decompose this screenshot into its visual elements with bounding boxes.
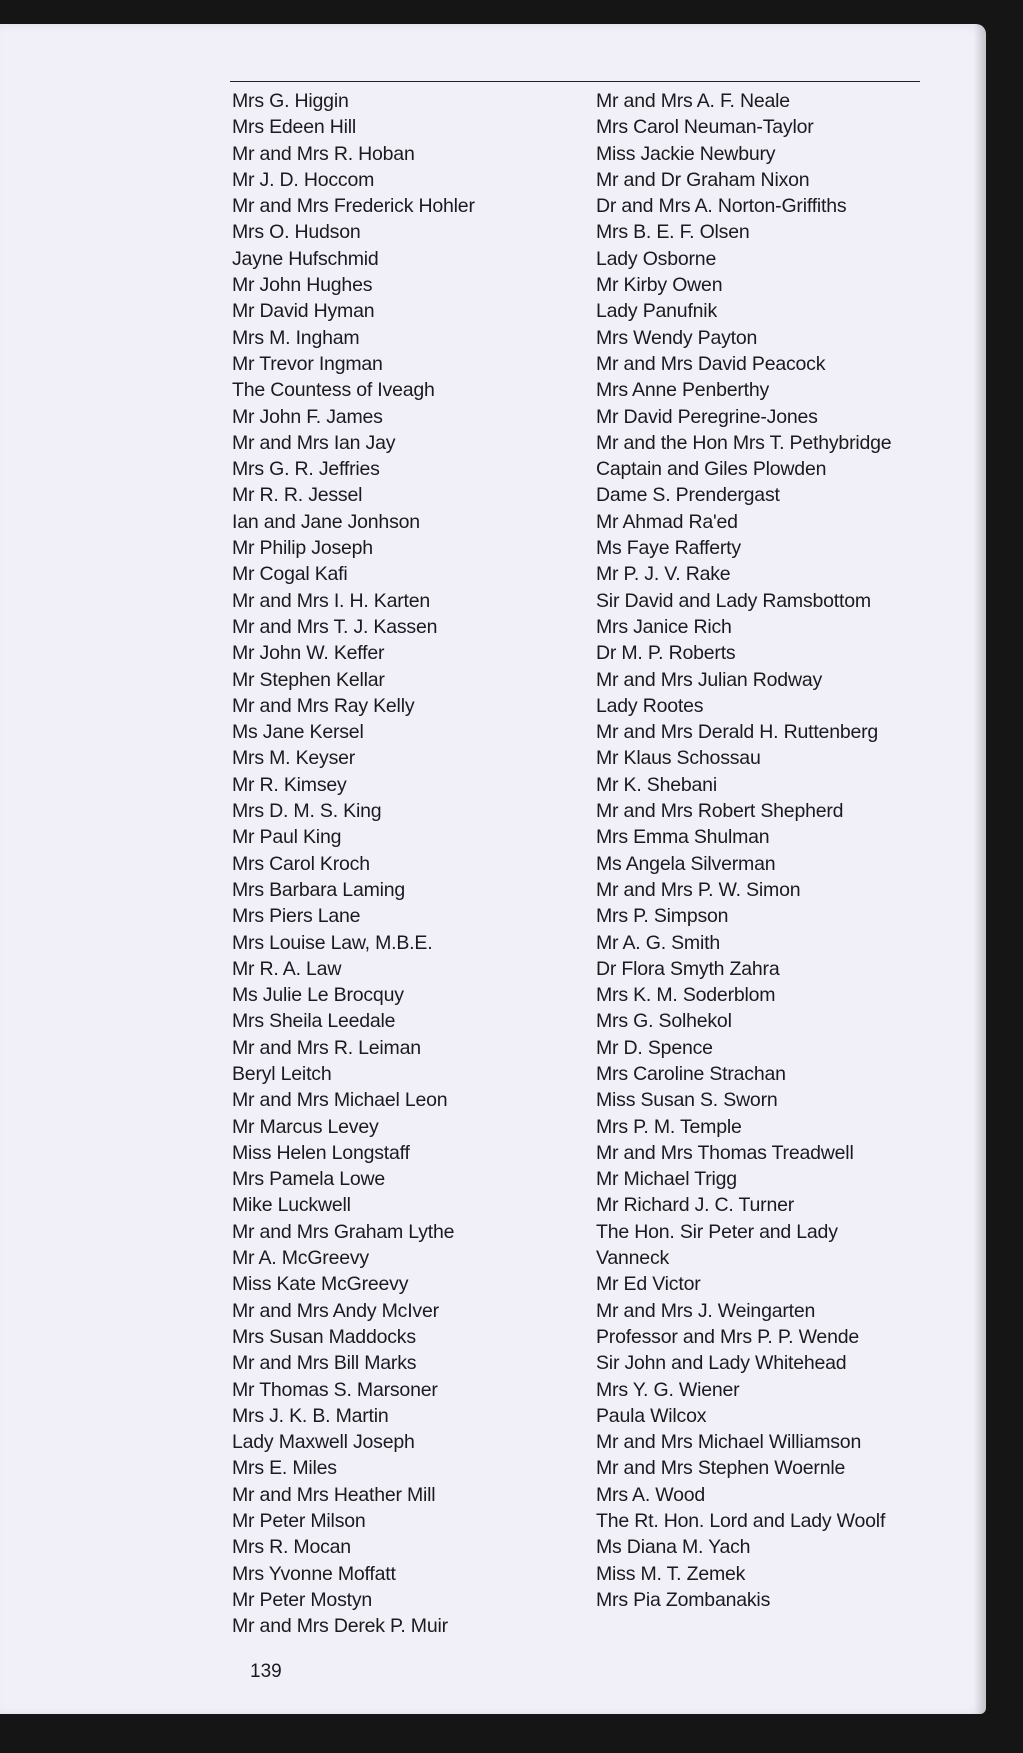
name-entry: Mr Cogal Kafi xyxy=(232,563,348,586)
name-entry: Mr David Peregrine-Jones xyxy=(596,405,818,428)
name-entry: Lady Panufnik xyxy=(596,300,717,323)
name-entry: Mr and Mrs Michael Williamson xyxy=(596,1431,862,1454)
name-entry: Mr Thomas S. Marsoner xyxy=(232,1378,438,1401)
name-entry: Mrs Sheila Leedale xyxy=(232,1010,396,1033)
name-entry: Mrs J. K. B. Martin xyxy=(232,1404,389,1427)
name-entry: Mr David Hyman xyxy=(232,300,375,323)
name-entry: Dame S. Prendergast xyxy=(596,484,780,507)
name-entry: Mrs Pamela Lowe xyxy=(232,1168,386,1191)
name-entry: Dr M. P. Roberts xyxy=(596,642,736,665)
name-entry: Mr John F. James xyxy=(232,405,383,428)
name-entry: Mr and Mrs David Peacock xyxy=(596,352,826,375)
name-entry: Mrs R. Mocan xyxy=(232,1536,351,1559)
name-entry: Mr and Mrs A. F. Neale xyxy=(596,90,790,112)
name-entry: Mr and Mrs Frederick Hohler xyxy=(232,195,475,218)
name-entry: Mr Michael Trigg xyxy=(596,1168,737,1191)
name-entry: Mrs Emma Shulman xyxy=(596,826,770,849)
name-entry: Mr R. R. Jessel xyxy=(232,484,363,507)
name-entry: Mrs Caroline Strachan xyxy=(596,1062,786,1085)
name-entry: Mr Peter Milson xyxy=(232,1510,366,1533)
name-entry: Ms Jane Kersel xyxy=(232,721,364,744)
name-entry: Mr and Mrs P. W. Simon xyxy=(596,878,801,901)
name-entry: Mr John Hughes xyxy=(232,274,373,297)
name-entry: Mrs P. Simpson xyxy=(596,905,729,928)
name-entry: Mr Paul King xyxy=(232,826,342,849)
name-entry: Paula Wilcox xyxy=(596,1404,707,1427)
name-entry: Mr and Mrs Robert Shepherd xyxy=(596,800,844,823)
name-entry: Beryl Leitch xyxy=(232,1062,332,1085)
name-entry: Mr and the Hon Mrs T. Pethybridge xyxy=(596,431,892,454)
name-entry: Mr Philip Joseph xyxy=(232,537,373,560)
name-entry: Mrs Carol Neuman-Taylor xyxy=(596,116,814,139)
name-entry: Mrs G. Solhekol xyxy=(596,1010,732,1033)
name-entry: Mrs K. M. Soderblom xyxy=(596,984,776,1007)
name-entry: Sir John and Lady Whitehead xyxy=(596,1352,847,1375)
book-page xyxy=(0,24,986,1714)
page-spine-shadow xyxy=(974,24,986,1714)
name-entry: Mrs D. M. S. King xyxy=(232,800,382,823)
name-entry: Sir David and Lady Ramsbottom xyxy=(596,589,871,612)
name-entry: Mrs Barbara Laming xyxy=(232,878,406,901)
name-entry: Mr D. Spence xyxy=(596,1036,713,1059)
name-entry: Mrs Susan Maddocks xyxy=(232,1325,416,1348)
name-entry: The Rt. Hon. Lord and Lady Woolf xyxy=(596,1510,886,1533)
name-entry: Mr Kirby Owen xyxy=(596,274,723,297)
name-entry: Mr and Mrs Derald H. Ruttenberg xyxy=(596,721,879,744)
name-entry: Miss Susan S. Sworn xyxy=(596,1089,778,1112)
name-entry: Mr Richard J. C. Turner xyxy=(596,1194,795,1217)
name-entry: Mrs G. R. Jeffries xyxy=(232,458,380,481)
name-entry: Mr and Mrs R. Leiman xyxy=(232,1036,421,1059)
name-entry: Mrs Edeen Hill xyxy=(232,116,356,139)
name-entry: Professor and Mrs P. P. Wende xyxy=(596,1325,860,1348)
name-entry: Mrs B. E. F. Olsen xyxy=(596,221,750,244)
name-entry: Mrs O. Hudson xyxy=(232,221,361,244)
name-entry: Mrs Anne Penberthy xyxy=(596,379,770,402)
name-entry: Mr Peter Mostyn xyxy=(232,1588,373,1611)
name-entry: Ms Faye Rafferty xyxy=(596,537,741,560)
name-entry: The Hon. Sir Peter and Lady xyxy=(596,1220,838,1243)
name-entry: Miss M. T. Zemek xyxy=(596,1562,746,1585)
name-entry: Mr Trevor Ingman xyxy=(232,352,383,375)
name-entry: Miss Jackie Newbury xyxy=(596,142,776,165)
name-entry: Mr and Mrs Ian Jay xyxy=(232,431,396,454)
name-entry: Jayne Hufschmid xyxy=(232,247,379,270)
name-entry: Mr K. Shebani xyxy=(596,773,717,796)
name-entry: Mrs A. Wood xyxy=(596,1483,706,1506)
name-entry: Mr and Mrs Graham Lythe xyxy=(232,1220,455,1243)
name-entry: Mr and Mrs Michael Leon xyxy=(232,1089,448,1112)
name-entry: Mr and Mrs R. Hoban xyxy=(232,142,415,165)
name-entry: Dr and Mrs A. Norton-Griffiths xyxy=(596,195,847,218)
name-entry: Mrs Yvonne Moffatt xyxy=(232,1562,396,1585)
name-entry: Mr and Mrs Heather Mill xyxy=(232,1483,436,1506)
name-entry: Mr and Mrs Ray Kelly xyxy=(232,694,415,717)
name-entry: Ms Julie Le Brocquy xyxy=(232,984,404,1007)
name-entry: Mike Luckwell xyxy=(232,1194,351,1217)
name-entry: Mrs Y. G. Wiener xyxy=(596,1378,740,1401)
name-entry: Lady Maxwell Joseph xyxy=(232,1431,415,1454)
name-entry: Mr and Mrs Thomas Treadwell xyxy=(596,1141,854,1164)
name-entry: Ms Diana M. Yach xyxy=(596,1536,751,1559)
name-entry: Mr Ahmad Ra'ed xyxy=(596,510,738,533)
name-entry: Mr Stephen Kellar xyxy=(232,668,385,691)
name-entry: Mr Klaus Schossau xyxy=(596,747,761,770)
name-entry: Mr and Mrs Derek P. Muir xyxy=(232,1615,448,1638)
name-entry: Vanneck xyxy=(596,1247,670,1270)
name-entry: Mrs Louise Law, M.B.E. xyxy=(232,931,433,954)
name-entry: Lady Osborne xyxy=(596,247,717,270)
name-entry: Mr Marcus Levey xyxy=(232,1115,379,1138)
name-entry: Mrs M. Ingham xyxy=(232,326,360,349)
name-entry: Mr Ed Victor xyxy=(596,1273,701,1296)
name-entry: Mrs M. Keyser xyxy=(232,747,356,770)
name-entry: Lady Rootes xyxy=(596,694,704,717)
names-column-left xyxy=(232,88,572,1640)
name-entry: Miss Kate McGreevy xyxy=(232,1273,409,1296)
name-entry: The Countess of Iveagh xyxy=(232,379,435,402)
name-entry: Mrs Janice Rich xyxy=(596,615,732,638)
name-entry: Miss Helen Longstaff xyxy=(232,1141,410,1164)
name-entry: Captain and Giles Plowden xyxy=(596,458,827,481)
name-entry: Mrs Carol Kroch xyxy=(232,852,370,875)
name-entry: Dr Flora Smyth Zahra xyxy=(596,957,780,980)
name-entry: Mr and Dr Graham Nixon xyxy=(596,168,810,191)
name-entry: Mr and Mrs I. H. Karten xyxy=(232,589,431,612)
name-entry: Mr John W. Keffer xyxy=(232,642,385,665)
name-entry: Mr R. A. Law xyxy=(232,957,342,980)
page-number: 139 xyxy=(250,1661,282,1682)
name-entry: Mr A. McGreevy xyxy=(232,1247,369,1270)
name-entry: Mr and Mrs T. J. Kassen xyxy=(232,615,438,638)
name-entry: Ian and Jane Jonhson xyxy=(232,510,420,533)
name-entry: Mr and Mrs J. Weingarten xyxy=(596,1299,816,1322)
top-rule xyxy=(230,81,920,82)
name-entry: Mrs E. Miles xyxy=(232,1457,337,1480)
name-entry: Mrs P. M. Temple xyxy=(596,1115,742,1138)
name-entry: Mr P. J. V. Rake xyxy=(596,563,731,586)
name-entry: Mr A. G. Smith xyxy=(596,931,720,954)
name-entry: Mrs Pia Zombanakis xyxy=(596,1588,771,1611)
names-column-right xyxy=(596,88,926,1613)
name-entry: Mrs G. Higgin xyxy=(232,90,349,112)
name-entry: Mr and Mrs Julian Rodway xyxy=(596,668,823,691)
name-entry: Mr and Mrs Stephen Woernle xyxy=(596,1457,846,1480)
name-entry: Mr and Mrs Andy McIver xyxy=(232,1299,439,1322)
name-entry: Mr and Mrs Bill Marks xyxy=(232,1352,417,1375)
name-entry: Mr J. D. Hoccom xyxy=(232,168,375,191)
name-entry: Mr R. Kimsey xyxy=(232,773,347,796)
name-entry: Mrs Wendy Payton xyxy=(596,326,758,349)
name-entry: Ms Angela Silverman xyxy=(596,852,776,875)
name-entry: Mrs Piers Lane xyxy=(232,905,361,928)
